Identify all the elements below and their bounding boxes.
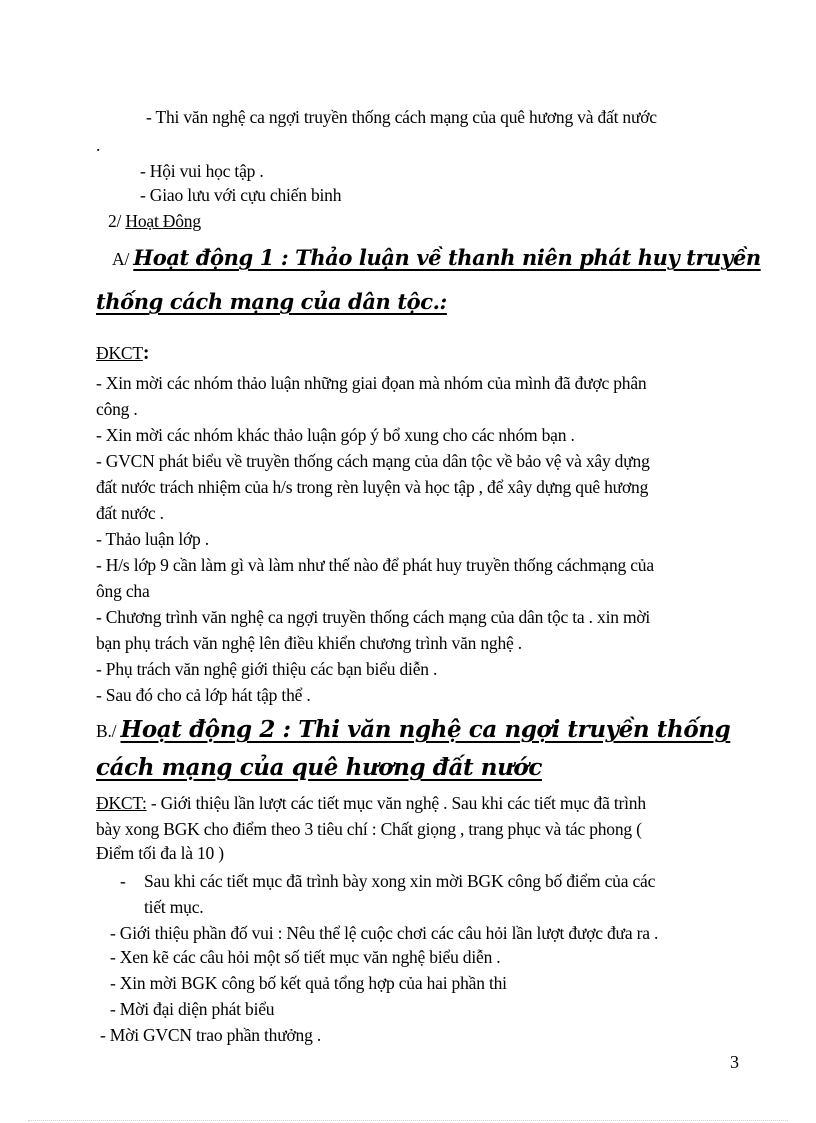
dkct2-item: - Xin mời BGK công bố kết quả tổng hợp của hai phần thi (110, 973, 507, 993)
page-number: 3 (730, 1052, 739, 1072)
dkct2-bullet-line2: tiết mục. (144, 897, 204, 917)
dkct1-line: - Phụ trách văn nghệ giới thiệu các bạn biểu diễn . (96, 659, 438, 679)
activity1-heading-cont (96, 288, 447, 317)
dkct2-bullet-line1: Sau khi các tiết mục đã trình bày xong xin mời BGK công bố điểm của các (144, 871, 656, 891)
dkct1-line: - Sau đó cho cả lớp hát tập thể . (96, 685, 311, 705)
dkct1-line: - Thảo luận lớp . (96, 529, 209, 549)
dkct2-item: - Mời đại diện phát biểu (110, 999, 275, 1019)
dkct2-item: - Xen kẽ các câu hỏi một số tiết mục văn nghệ biểu diễn . (110, 947, 501, 967)
intro-item: - Hội vui học tập . (140, 161, 264, 181)
activity1-prefix: A/ (112, 249, 134, 269)
dkct1-label-row (96, 342, 149, 364)
dkct2-bullet: - (120, 871, 126, 891)
activity2-heading-cont (96, 754, 542, 784)
activity2-heading (96, 716, 730, 746)
dkct2-line2: bày xong BGK cho điểm theo 3 tiêu chí : Chất giọng , trang phục và tác phong ( (96, 819, 642, 839)
activity2-prefix: B./ (96, 721, 121, 741)
dkct1-line: - H/s lớp 9 cần làm gì và làm như thế nào để phát huy truyền thống cáchmạng của (96, 555, 654, 575)
dkct2-item: - Giới thiệu phần đố vui : Nêu thể lệ cuộc chơi các câu hỏi lần lượt được đưa ra . (110, 923, 659, 943)
dkct2-item: - Mời GVCN trao phần thưởng . (100, 1025, 321, 1045)
dkct1-line: - Xin mời các nhóm thảo luận những giai đọan mà nhóm của mình đã được phân (96, 373, 647, 393)
activity2-title-line1: Hoạt động 2 : Thi văn nghệ ca ngợi truyền thống (120, 716, 731, 743)
dkct1-line: đất nước trách nhiệm của h/s trong rèn luyện và học tập , để xây dựng quê hương (96, 477, 649, 497)
dkct1-colon: : (142, 342, 150, 364)
section-number: 2/ (108, 211, 126, 231)
dkct2-line3: Điểm tối đa là 10 ) (96, 843, 224, 863)
dkct1-line: ông cha (96, 581, 150, 601)
activity1-title-line2: thống cách mạng của dân tộc.: (96, 289, 447, 314)
dkct2-label: ĐKCT: (96, 793, 147, 813)
dkct2-line1: - Giới thiệu lần lượt các tiết mục văn nghệ . Sau khi các tiết mục đã trình (146, 793, 646, 813)
intro-item: . (96, 135, 101, 155)
section-title: Hoạt Đông (125, 211, 201, 231)
footer-divider (28, 1120, 788, 1121)
dkct1-line: - GVCN phát biểu về truyền thống cách mạng của dân tộc về bảo vệ và xây dựng (96, 451, 650, 471)
activity2-title-line2: cách mạng của quê hương đất nước (96, 754, 542, 781)
intro-item: - Thi văn nghệ ca ngợi truyền thống cách mạng của quê hương và đất nước (146, 107, 657, 127)
dkct1-line: bạn phụ trách văn nghệ lên điều khiển chương trình văn nghệ . (96, 633, 522, 653)
dkct1-line: công . (96, 399, 138, 419)
dkct1-line: - Chương trình văn nghệ ca ngợi truyền thống cách mạng của dân tộc ta . xin mời (96, 607, 651, 627)
section-heading (108, 210, 201, 232)
dkct2-row (96, 792, 646, 814)
dkct1-line: - Xin mời các nhóm khác thảo luận góp ý bổ xung cho các nhóm bạn . (96, 425, 575, 445)
intro-item: - Giao lưu với cựu chiến binh (140, 185, 342, 205)
dkct1-label: ĐKCT (96, 343, 143, 363)
activity1-heading (112, 244, 761, 273)
dkct1-line: đất nước . (96, 503, 164, 523)
activity1-title-line1: Hoạt động 1 : Thảo luận về thanh niên phát huy truyền (133, 245, 761, 270)
